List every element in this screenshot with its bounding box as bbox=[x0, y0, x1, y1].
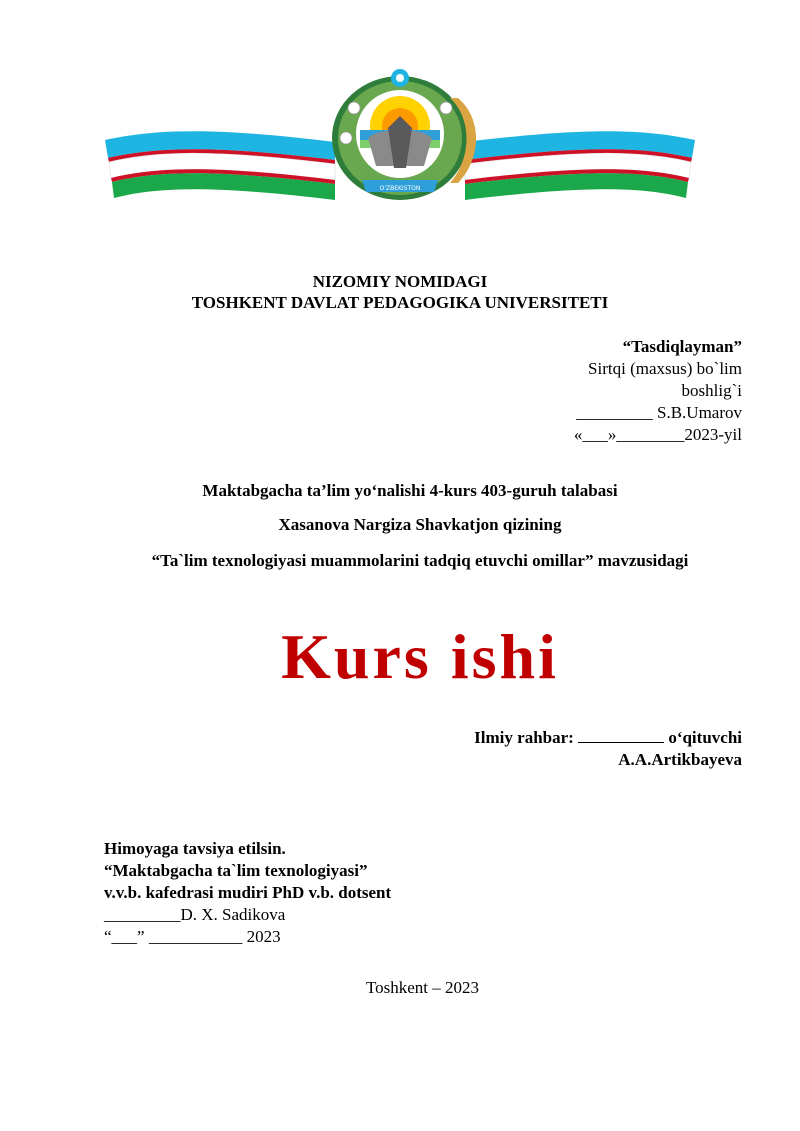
document-title: Kurs ishi bbox=[281, 621, 559, 692]
uzbekistan-flag-ribbon-icon bbox=[100, 68, 700, 203]
defense-line2: “Maktabgacha ta`lim texnologiyasi” bbox=[104, 861, 368, 880]
approval-position-line2: boshlig`i bbox=[681, 381, 742, 400]
adviser-block bbox=[474, 727, 742, 771]
adviser-label: Ilmiy rahbar: bbox=[474, 728, 574, 747]
footer-place-year: Toshkent – 2023 bbox=[365, 978, 480, 997]
defense-recommendation-block bbox=[104, 838, 391, 948]
defense-line3: v.v.b. kafedrasi mudiri PhD v.b. dotsent bbox=[104, 883, 392, 902]
student-program-line: Maktabgacha ta’lim yo‘nalishi 4-kurs 403-guruh talabasi bbox=[202, 481, 618, 500]
approval-signature: _________ S.B.Umarov bbox=[576, 403, 742, 422]
defense-signature: _________D. X. Sadikova bbox=[104, 905, 286, 924]
student-name-line: Xasanova Nargiza Shavkatjon qizining bbox=[278, 515, 562, 534]
header-emblem bbox=[100, 68, 700, 203]
uzbekistan-state-emblem-icon bbox=[332, 69, 476, 200]
student-topic-line: “Ta`lim texnologiyasi muammolarini tadqiq etuvchi omillar” mavzusidagi bbox=[151, 551, 689, 570]
university-name-line2: TOSHKENT DAVLAT PEDAGOGIKA UNIVERSITETI bbox=[191, 293, 609, 312]
adviser-signature-line bbox=[578, 728, 664, 743]
approval-block bbox=[492, 336, 742, 446]
adviser-line bbox=[474, 727, 742, 749]
approval-position-line1: Sirtqi (maxsus) bo`lim bbox=[588, 359, 742, 378]
approval-heading: “Tasdiqlayman” bbox=[622, 337, 742, 356]
adviser-role: o‘qituvchi bbox=[668, 728, 742, 747]
defense-date: “___” ___________ 2023 bbox=[104, 927, 281, 946]
defense-line1: Himoyaga tavsiya etilsin. bbox=[104, 839, 286, 858]
approval-date: «___»________2023-yil bbox=[573, 425, 742, 444]
adviser-name: A.A.Artikbayeva bbox=[618, 750, 742, 769]
university-name-line1: NIZOMIY NOMIDAGI bbox=[312, 272, 488, 291]
svg-text:O'ZBEKISTON: O'ZBEKISTON bbox=[379, 185, 421, 192]
